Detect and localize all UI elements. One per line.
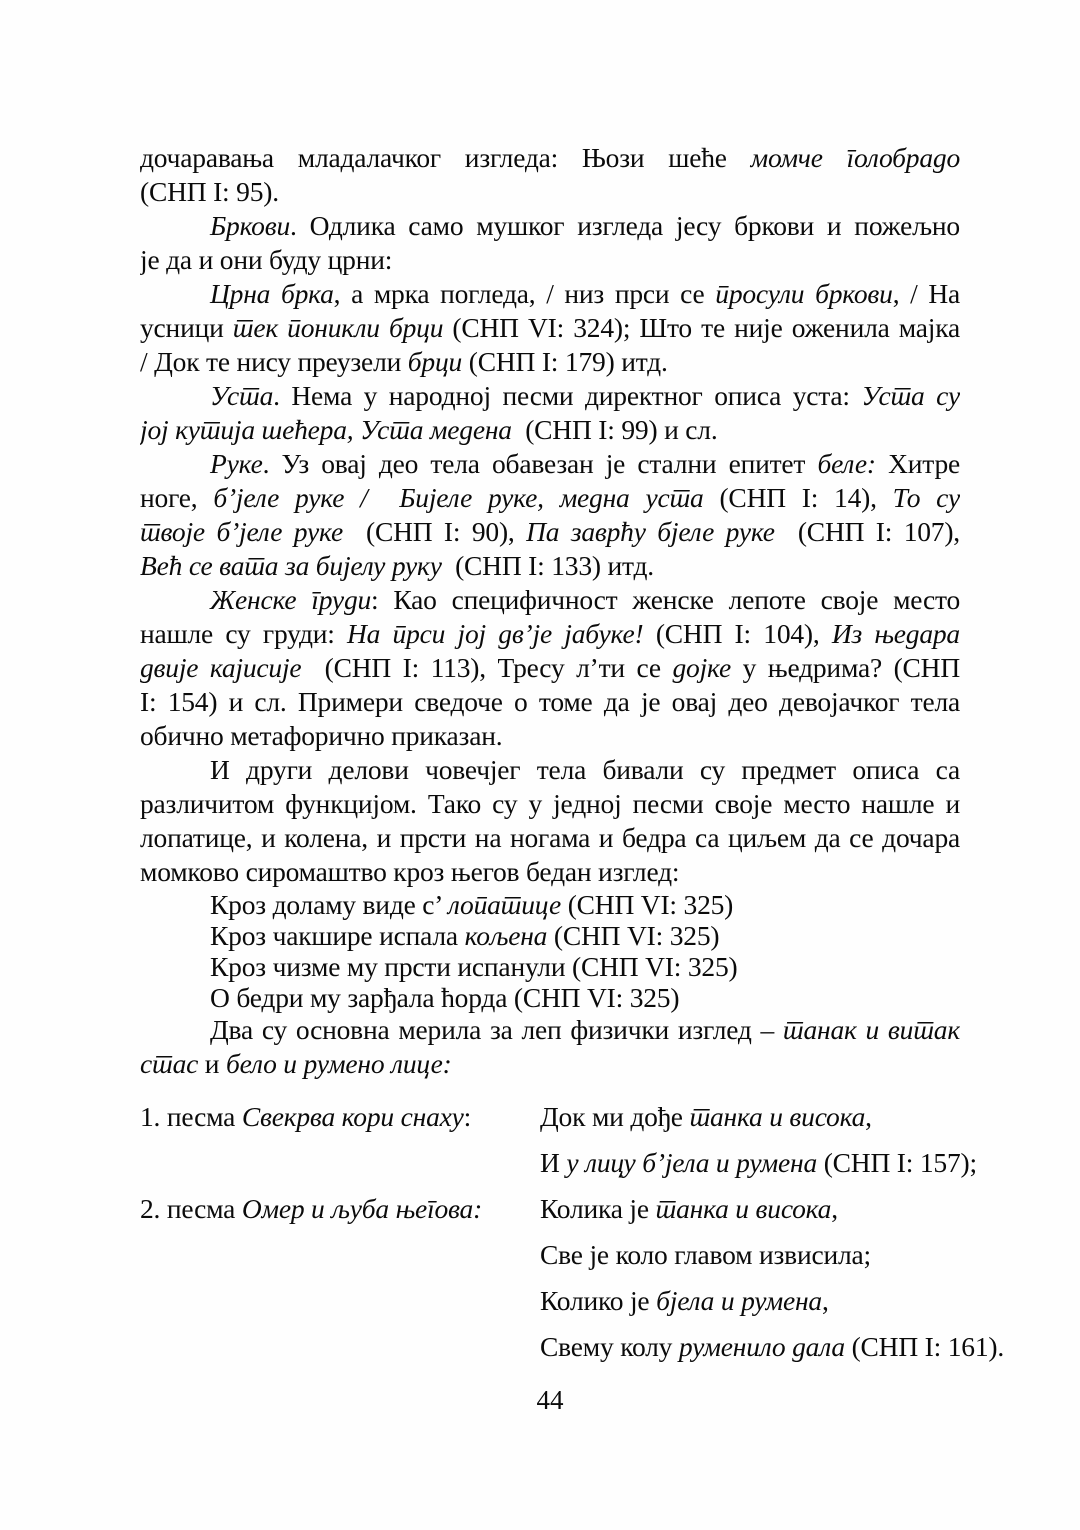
- text-line: [140, 821, 960, 855]
- body-text: I: 154) и сл. Примери сведоче о томе да је овај део девојачког тела: [140, 686, 960, 717]
- body-text: (СНП VI: 325): [561, 889, 734, 920]
- text-line: [140, 447, 960, 481]
- verse-line: [140, 889, 960, 920]
- body-text: Свему колу: [540, 1331, 679, 1362]
- body-text: (СНП I: 14),: [703, 482, 893, 513]
- text-line: [140, 345, 960, 379]
- body-text: ноге,: [140, 482, 214, 513]
- text-line: [140, 685, 960, 719]
- body-text: Кроз чакшире испала: [210, 920, 465, 951]
- italic-quote-text: танак и витак: [782, 1014, 960, 1045]
- text-line: [140, 1047, 960, 1081]
- text-line: [140, 481, 960, 515]
- body-text: Кроз чизме му прсти испанули (СНП VI: 325): [210, 951, 738, 982]
- body-text: . Одлика само мушког изгледа јесу бркови и пожељно: [290, 210, 960, 241]
- text-line: [140, 583, 960, 617]
- page-number: 44: [536, 1385, 564, 1415]
- italic-quote-text: Омер и љуба његова:: [241, 1193, 483, 1224]
- text-line: [140, 753, 960, 787]
- text-line: [140, 719, 960, 753]
- body-text: Хитре: [875, 448, 960, 479]
- body-text: 2. песма: [140, 1193, 242, 1224]
- italic-quote-text: Црна брка: [210, 278, 334, 309]
- body-text: је да и они буду црни:: [140, 244, 393, 275]
- body-text: Колико је: [540, 1285, 657, 1316]
- body-text: И: [540, 1147, 567, 1178]
- body-text: момково сиромаштво кроз његов бедан изглед:: [140, 856, 680, 887]
- italic-quote-text: танка и висока: [689, 1101, 866, 1132]
- body-text: :: [463, 1101, 472, 1132]
- text-line: [140, 311, 960, 345]
- body-text: И други делови човечјег тела бивали су предмет описа са: [210, 754, 960, 785]
- italic-quote-text: Руке: [210, 448, 263, 479]
- italic-quote-text: Женске груди: [210, 584, 372, 615]
- song-label-cell: [140, 1094, 540, 1140]
- body-text: ,: [821, 1285, 829, 1316]
- italic-quote-text: просули бркови: [715, 278, 893, 309]
- text-line: [140, 175, 960, 209]
- body-text: 1. песма: [140, 1101, 242, 1132]
- italic-quote-text: брци: [407, 346, 463, 377]
- italic-quote-text: б’јеле руке / Бијеле руке, медна уста: [213, 482, 704, 513]
- text-line: [140, 141, 960, 175]
- body-text: нашле су груди:: [140, 618, 348, 649]
- body-text: ,: [865, 1101, 872, 1132]
- body-text: (СНП VI: 325): [547, 920, 720, 951]
- verse-cell: [540, 1193, 838, 1224]
- body-text: (СНП I: 90),: [342, 516, 527, 547]
- text-line: [140, 515, 960, 549]
- quote-table-row: [140, 1094, 960, 1140]
- body-text: Све је коло главом извисила;: [540, 1239, 871, 1270]
- body-text: (СНП I: 161).: [844, 1331, 1005, 1362]
- verse-cell: [540, 1101, 872, 1132]
- text-block: [140, 141, 1005, 1416]
- italic-quote-text: руменило дала: [678, 1331, 845, 1362]
- verse-line: [140, 982, 960, 1013]
- text-line: [140, 549, 960, 583]
- verse-cell: [540, 1147, 977, 1178]
- body-text: (СНП I: 179) итд.: [462, 346, 668, 377]
- italic-quote-text: стас: [140, 1048, 199, 1079]
- italic-quote-text: Бркови: [210, 210, 291, 241]
- italic-quote-text: јој кутија шећера, Уста медена: [140, 414, 512, 445]
- body-text: (СНП I: 99) и сл.: [511, 414, 718, 445]
- verse-cell: [540, 1239, 871, 1270]
- italic-quote-text: Па заврћу бјеле руке: [526, 516, 775, 547]
- italic-quote-text: Из њедара: [831, 618, 960, 649]
- text-line: [140, 277, 960, 311]
- text-line: [140, 379, 960, 413]
- body-text: (СНП I: 95).: [140, 176, 279, 207]
- verse-line: [140, 951, 960, 982]
- italic-quote-text: кољена: [464, 920, 548, 951]
- text-line: [140, 651, 960, 685]
- text-line: [140, 243, 960, 277]
- body-text: Колика је: [540, 1193, 656, 1224]
- quote-table-row: [140, 1232, 960, 1278]
- verse-line: [140, 920, 960, 951]
- body-text: . Уз овај део тела обавезан је стални епитет: [262, 448, 818, 479]
- text-line: [140, 617, 960, 651]
- body-text: (СНП I: 157);: [817, 1147, 977, 1178]
- italic-quote-text: Уста су: [861, 380, 960, 411]
- quote-table-row: [140, 1140, 977, 1186]
- body-text: (СНП I: 107),: [774, 516, 960, 547]
- italic-quote-text: На прси јој дв’је јабуке!: [347, 618, 644, 649]
- song-quote-table: [140, 1094, 1005, 1370]
- body-text: Док ми дође: [540, 1101, 690, 1132]
- text-line: [140, 413, 960, 447]
- body-text: и: [198, 1048, 226, 1079]
- body-text: . Нема у народној песми директног описа уста:: [273, 380, 862, 411]
- quote-table-row: [140, 1278, 960, 1324]
- body-text: ,: [831, 1193, 838, 1224]
- body-text: (СНП I: 104),: [643, 618, 832, 649]
- italic-quote-text: лопатице: [447, 889, 562, 920]
- body-text: Два су основна мерила за леп физички изглед –: [210, 1014, 783, 1045]
- italic-quote-text: у лицу б’јела и румена: [566, 1147, 818, 1178]
- italic-quote-text: твоје б’јеле руке: [140, 516, 343, 547]
- body-text: (СНП VI: 324); Што те није оженила мајка: [443, 312, 960, 343]
- italic-quote-text: тек поникли брци: [232, 312, 444, 343]
- verse-cell: [540, 1285, 829, 1316]
- body-text: / Док те нису преузели: [140, 346, 408, 377]
- italic-quote-text: Већ се вата за бијелу руку: [140, 550, 442, 581]
- text-line: [140, 209, 960, 243]
- quote-table-row: [140, 1324, 1005, 1370]
- body-text: О бедри му зарђала ћорда (СНП VI: 325): [210, 982, 680, 1013]
- quote-table-row: [140, 1186, 960, 1232]
- text-line: [140, 787, 960, 821]
- italic-quote-text: момче голобрадо: [750, 142, 960, 173]
- body-text: Кроз доламу виде с’: [210, 889, 448, 920]
- body-text: различитом функцијом. Тако су у једној песми своје место нашле и: [140, 788, 960, 819]
- italic-quote-text: беле:: [817, 448, 876, 479]
- body-text: : Као специфичност женске лепоте своје место: [371, 584, 960, 615]
- italic-quote-text: То су: [892, 482, 960, 513]
- verse-cell: [540, 1331, 1004, 1362]
- body-text: лопатице, и колена, и прсти на ногама и бедра са циљем да се дочара: [140, 822, 960, 853]
- song-label-cell: [140, 1186, 540, 1232]
- body-text: усници: [140, 312, 233, 343]
- text-line: [140, 1013, 960, 1047]
- italic-quote-text: Уста: [210, 380, 274, 411]
- body-text: , / На: [892, 278, 960, 309]
- italic-quote-text: бјела и румена: [656, 1285, 822, 1316]
- body-text: , а мрка погледа, / низ прси се: [333, 278, 716, 309]
- body-text: (СНП I: 113), Тресу л’ти се: [301, 652, 673, 683]
- text-line: [140, 855, 960, 889]
- italic-quote-text: бело и румено лице:: [226, 1048, 452, 1079]
- body-text: дочаравања младалачког изгледа: Њози шеће: [140, 142, 751, 173]
- body-text: обично метафорично приказан.: [140, 720, 503, 751]
- italic-quote-text: танка и висока: [655, 1193, 832, 1224]
- italic-quote-text: Свекрва кори снаху: [241, 1101, 464, 1132]
- body-text: у њедрима? (СНП: [731, 652, 960, 683]
- italic-quote-text: двије кајисије: [140, 652, 302, 683]
- body-text: (СНП I: 133) итд.: [441, 550, 654, 581]
- italic-quote-text: дојке: [672, 652, 731, 683]
